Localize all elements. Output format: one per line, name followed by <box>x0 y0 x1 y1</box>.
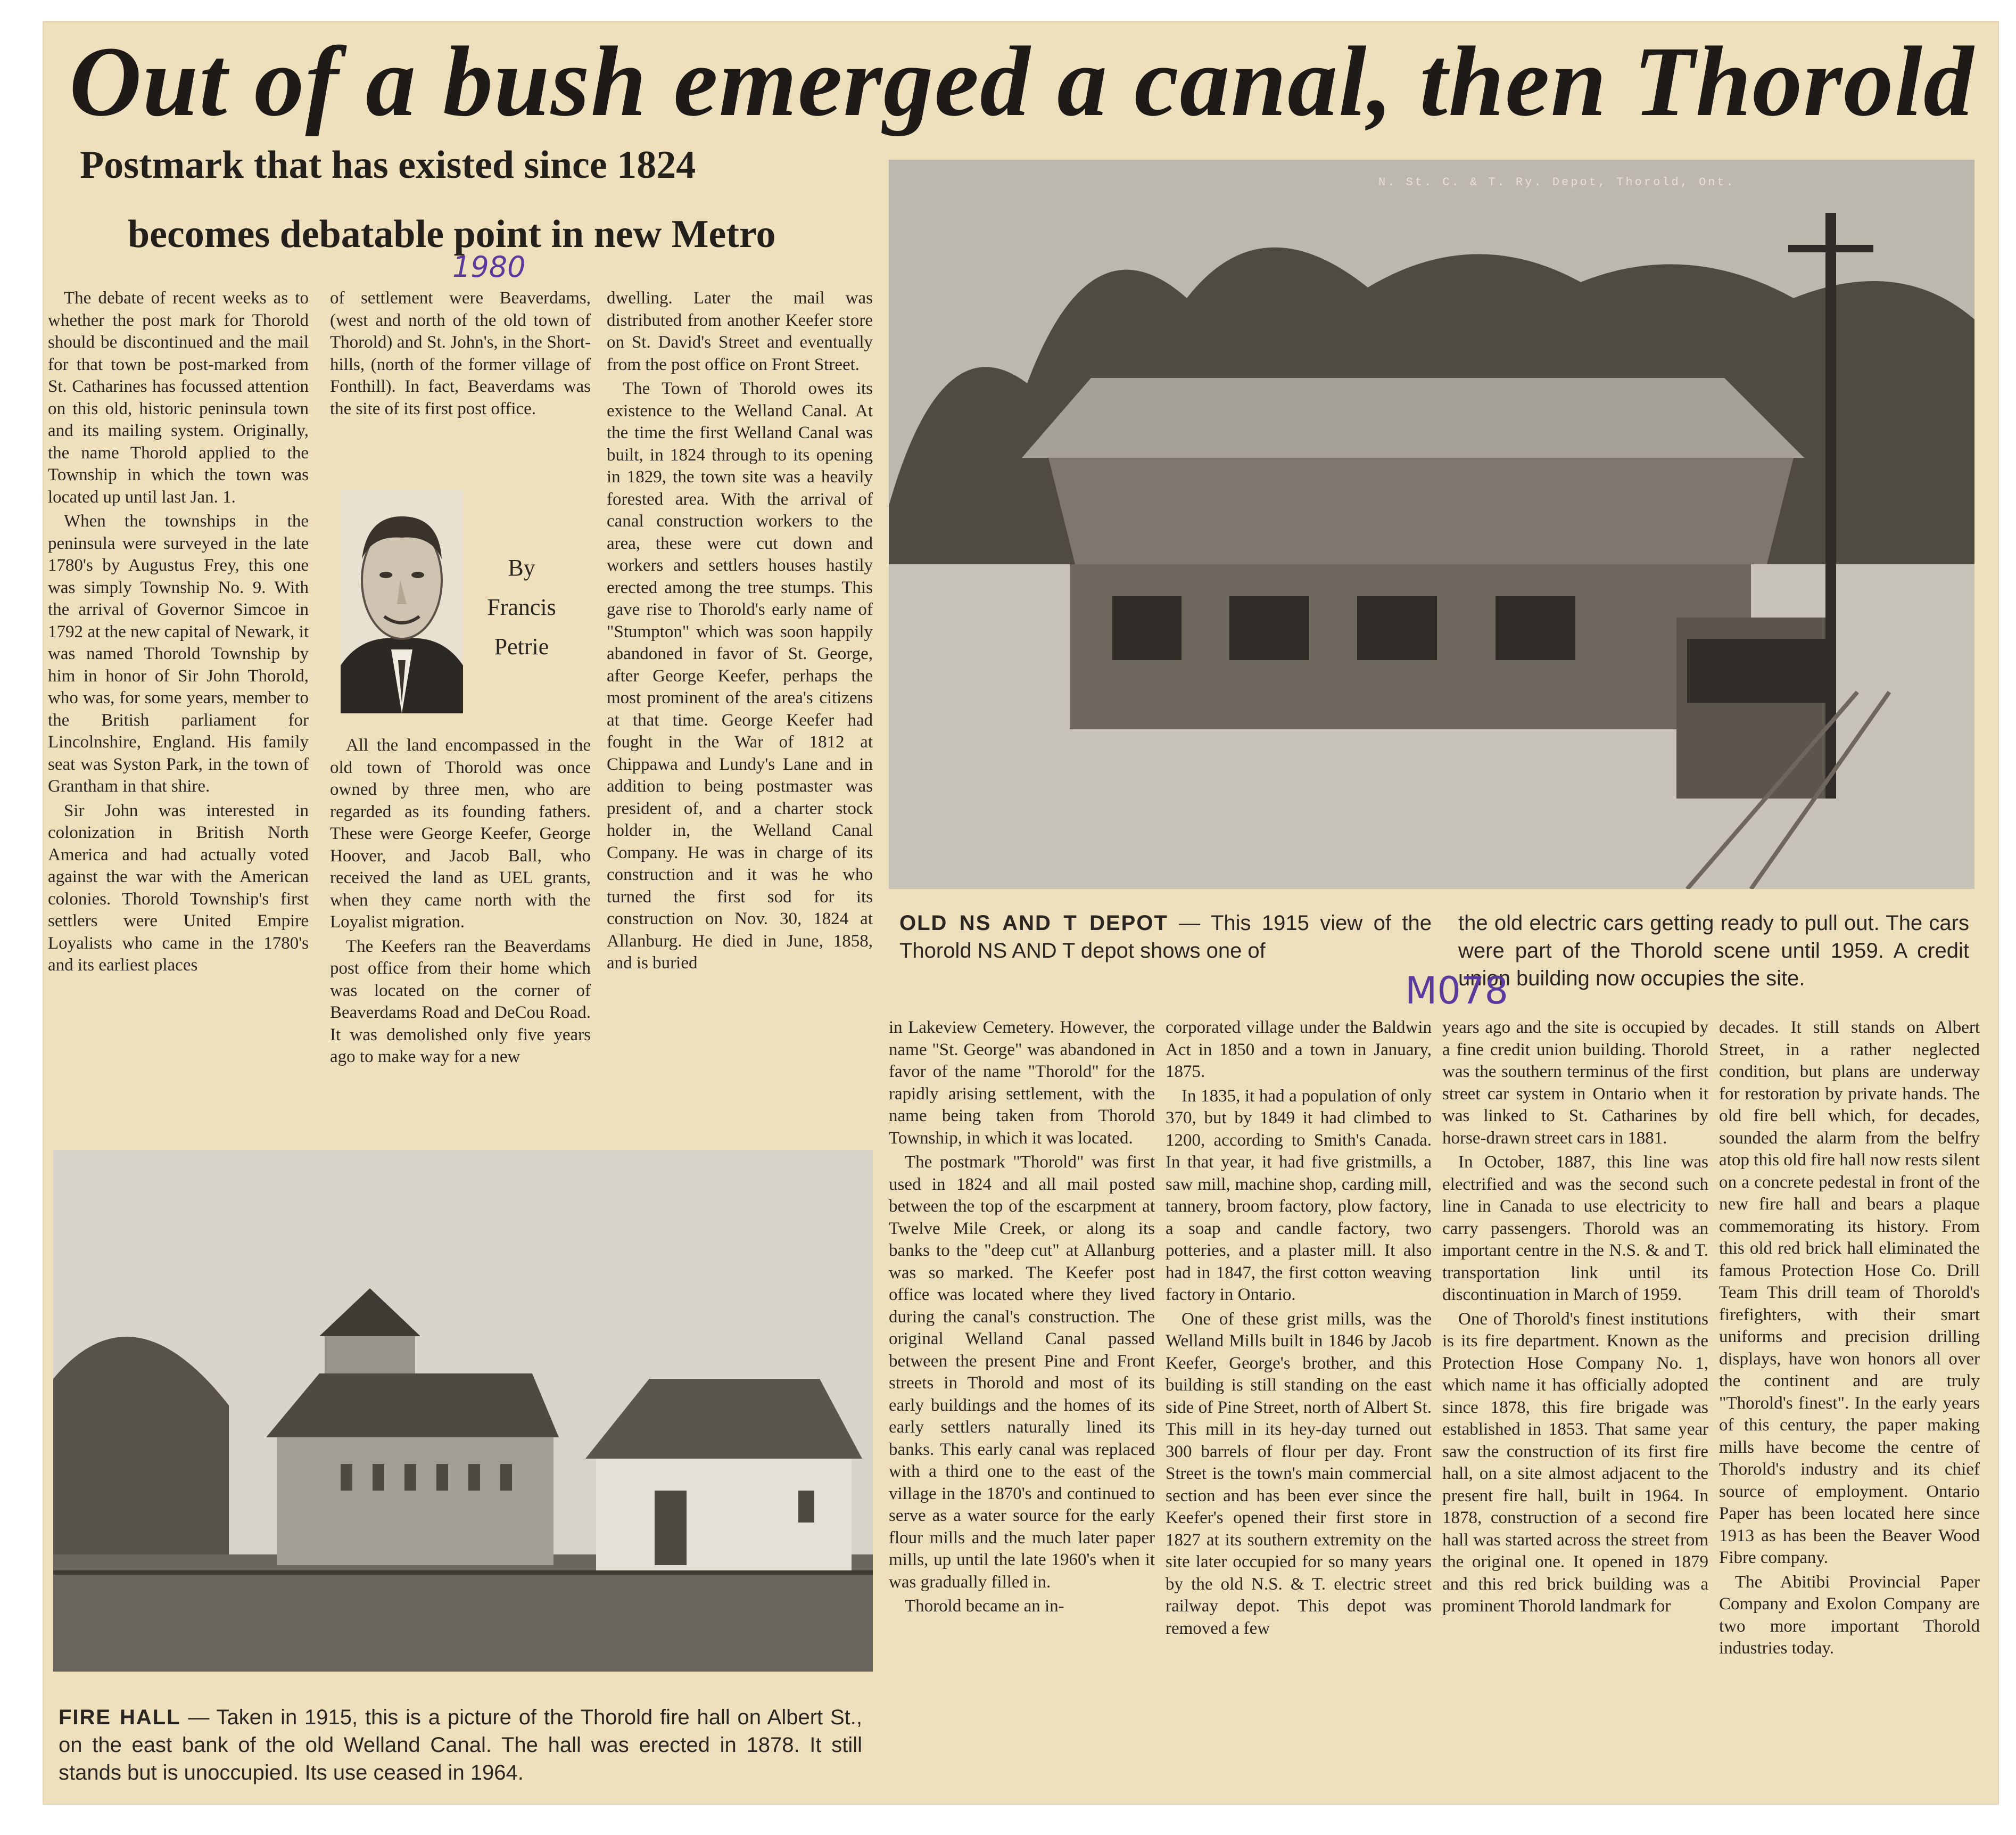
headline: Out of a bush emerged a canal, then Thorold <box>69 26 1974 137</box>
paragraph: corporated village under the Baldwin Act in 1850 and a town in January, 1875. <box>1166 1018 1432 1081</box>
paragraph: When the townships in the peninsula were surveyed in the late 1780's by Augustus Frey, this one was simply Township No. 9. With the arrival of Governor Simcoe in 1792 at the new capital of Newark, it was named Thorold Township by him in honor of Sir John Thorold, who was, for some years, member to the British parliament for Lincolnshire, England. His family seat was Syston Park, in the town of Grantham in that shire. <box>48 512 309 796</box>
paragraph: In October, 1887, this line was electrified and was the second such line in Canada to use electricity to carry passengers. Thorold was an important centre in the N.S. & and T. transportation link until its discontinuation in March of 1959. <box>1442 1153 1708 1304</box>
newspaper-clipping <box>43 21 1999 1805</box>
handwritten-code: M078 <box>1405 969 1509 1013</box>
paragraph: dwelling. Later the mail was distributed from another Keefer store on St. David's Street and eventually from the post office on Front Street. <box>607 289 873 374</box>
paragraph: The Keefers ran the Beaverdams post office from their home which was located on the corner of Beaverdams Road and DeCou Road. It was demolished only five years ago to make way for a new <box>330 936 591 1066</box>
article-column-4 <box>889 1017 1155 1620</box>
depot-caption-text: — This 1915 view of the Thorold NS AND T depot shows one of <box>899 911 1432 962</box>
paragraph: decades. It still stands on Albert Street, in a rather neglected condition, but plans are underway for restoration by private hands. The old fire bell which, for decades, sounded the alarm from the belfry atop this old fire hall now rests silent on a concrete pedestal in front of the new fire hall and bears a plaque commemorating its history. From this old red brick hall eliminated the famous Protection Hose Co. Drill Team This drill team of Thorold's firefighters, with their smart uniforms and precision drilling displays, have won honors all over the continent and are truly "Thorold's finest". In the early years of this century, the paper making mills have become the centre of Thorold's industry and its chief source of employment. Ontario Paper has been located here since 1913 as has been the Beaver Wood Fibre company. <box>1719 1018 1980 1567</box>
fire-hall-caption-lead: FIRE HALL <box>59 1706 181 1729</box>
depot-caption-lead: OLD NS AND T DEPOT <box>899 911 1168 935</box>
paragraph: The postmark "Thorold" was first used in 1824 and all mail posted between the top of the escarpment at Twelve Mile Creek, or along its banks to the "deep cut" at Allanburg was so marked. The Keefer post office was located where they lived during the canal's construction. The original Welland Canal passed between the present Pine and Front streets in Thorold and most of its early buildings and the homes of its early settlers naturally lined its banks. This early canal was replaced with a third one to the east of the village in the 1870's and continued to serve as a water source for the early flour mills and the much later paper mills, up until the late 1960's when it was gradually filled in. <box>889 1153 1155 1592</box>
paragraph: Thorold became an in- <box>905 1597 1064 1616</box>
article-column-7 <box>1719 1017 1980 1662</box>
depot-caption-part-1 <box>899 909 1432 965</box>
paragraph: Sir John was interested in colonization in British North America and had actually voted against the war with the American colonies. Thorold Township's first settlers were United Empire Loyalists who came in the 1780's and its earliest places <box>48 801 309 975</box>
paragraph: In 1835, it had a population of only 370, but by 1849 it had climbed to 1200, according to Smith's Canada. In that year, it had five gristmills, a saw mill, machine shop, carding mill, tannery, broom factory, plow factory, a soap and candle factory, two potteries, and a plaster mill. It also had in 1847, the first cotton weaving factory in Ontario. <box>1166 1086 1432 1304</box>
paragraph: The Town of Thorold owes its existence to the Welland Canal. At the time the first Welland Canal was built, in 1824 through to its opening in 1829, the town site was a heavily forested area. With the arrival of canal construction workers to the area, these were cut down and workers and settlers houses hastily erected among the tree stumps. This gave rise to Thorold's early name of "Stumpton" which was soon happily abandoned in favor of St. George, after George Keefer, perhaps the most prominent of the area's citizens at that time. George Keefer had fought in the War of 1812 at Chippawa and Lundy's Lane and in addition to being postmaster was president of, and a charter stock holder in, the Welland Canal Company. He was in charge of its construction and it was he who turned the first sod for its construction on Nov. 30, 1824 at Allanburg. He died in June, 1858, and is buried <box>607 379 873 973</box>
handwritten-year: 1980 <box>452 250 526 284</box>
depot-photo <box>889 160 1974 889</box>
byline <box>474 548 569 666</box>
fire-hall-caption <box>59 1704 862 1787</box>
paragraph: All the land encompassed in the old town of Thorold was once owned by three men, who are regarded as its founding fathers. These were George Keefer, George Hoover, and Jacob Ball, who received the land as UEL grants, when they came north with the Loyalist migration. <box>330 736 591 932</box>
byline-by: By <box>508 555 535 581</box>
article-column-2-bottom <box>330 735 591 1071</box>
paragraph: One of these grist mills, was the Welland Mills built in 1846 by Jacob Keefer, George's brother, and this building is still standing on the east side of Pine Street, north of Albert St. This mill in its hey-day turned out 300 barrels of flour per day. Front Street is the town's main commercial section and has been ever since the Keefer's opened their first store in 1827 at its southern extremity on the site later occupied for so many years by the old N.S. & T. electric street railway depot. This depot was removed a few <box>1166 1309 1432 1638</box>
article-column-2-top <box>330 287 591 422</box>
subhead-line-1: Postmark that has existed since 1824 <box>80 143 696 187</box>
article-column-3 <box>607 287 873 977</box>
photo-inscription: N. St. C. & T. Ry. Depot, Thorold, Ont. <box>1378 176 1736 189</box>
article-column-5 <box>1166 1017 1432 1642</box>
subhead-line-2: becomes debatable point in new Metro <box>128 212 776 256</box>
article-column-1 <box>48 287 309 979</box>
byline-last-name: Petrie <box>494 633 549 660</box>
fire-hall-caption-text: — Taken in 1915, this is a picture of the Thorold fire hall on Albert St., on the east bank of the old Welland Canal. The hall was erected in 1878. It still stands but is unoccupied. Its use ceased in 1964. <box>59 1706 862 1784</box>
article-column-6 <box>1442 1017 1708 1620</box>
paragraph: in Lakeview Cemetery. However, the name "St. George" was abandoned in favor of the name "Thorold" for the rapidly arising settlement, with the name being taken from Thorold Township, in which it was located. <box>889 1018 1155 1148</box>
byline-first-name: Francis <box>487 594 556 620</box>
paragraph: of settlement were Beaverdams, (west and north of the old town of Thorold) and St. John's, in the Short-hills, (north of the former village of Fonthill). In fact, Beaverdams was the site of its first post office. <box>330 289 591 418</box>
author-portrait <box>341 490 463 713</box>
paragraph: The debate of recent weeks as to whether the post mark for Thorold should be discontinued and the mail for that town be post-marked from St. Catharines has focussed attention on this old, historic peninsula town and its mailing system. Originally, the name Thorold applied to the Township in which the town was located up until last Jan. 1. <box>48 289 309 507</box>
paragraph: The Abitibi Provincial Paper Company and Exolon Company are two more important Thorold industries today. <box>1719 1572 1980 1658</box>
paragraph: One of Thorold's finest institutions is its fire department. Known as the Protection Hose Company No. 1, which name it has officially adopted since 1878, this fire brigade was established in 1853. That same year saw the construction of its first fire hall, on a site almost adjacent to the present fire hall, built in 1964. In 1878, construction of a second fire hall was started across the street from the original one. It opened in 1879 and this red brick building was a prominent Thorold landmark for <box>1442 1309 1708 1616</box>
fire-hall-photo <box>53 1150 873 1672</box>
paragraph: years ago and the site is occupied by a fine credit union building. Thorold was the southern terminus of the first street car system in Ontario when it was linked to St. Catharines by horse-drawn street cars in 1881. <box>1442 1018 1708 1148</box>
depot-caption-part-2: the old electric cars getting ready to pull out. The cars were part of the Thorold scene until 1959. A credit union building now occupies the site. <box>1458 911 1969 990</box>
